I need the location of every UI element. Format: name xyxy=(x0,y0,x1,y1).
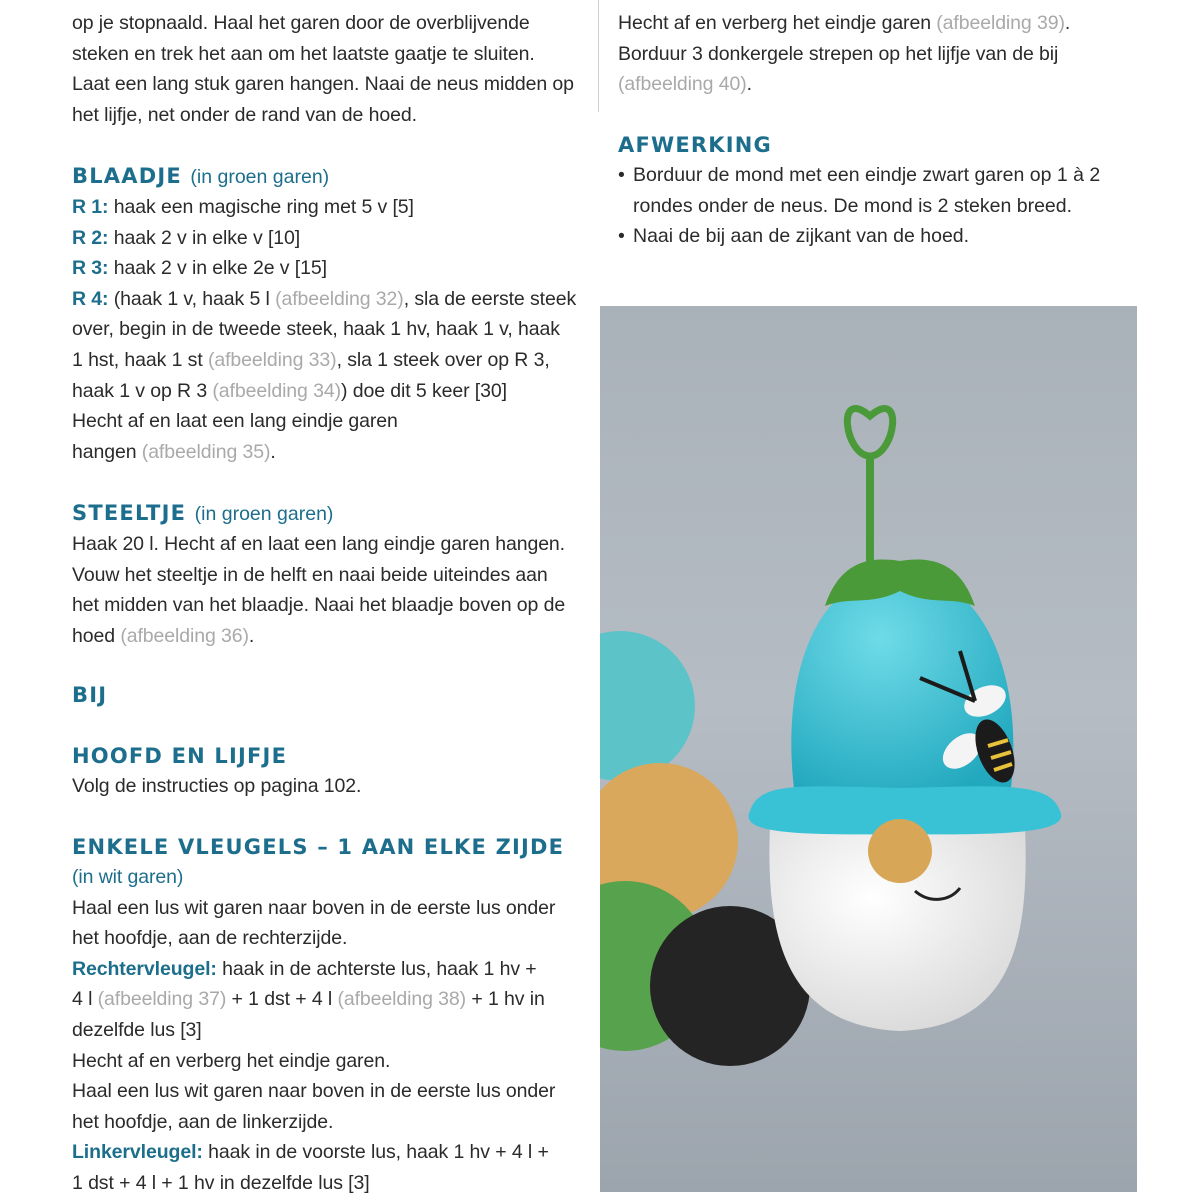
section-hoofd xyxy=(72,741,582,802)
text-line: Volg de instructies op pagina 102. xyxy=(72,775,362,797)
figure-reference: (afbeelding 35) xyxy=(141,440,271,463)
text-line: Hecht af en verberg het eindje garen (afbeelding 39). xyxy=(618,12,1071,34)
figure-reference: (afbeelding 32) xyxy=(275,287,404,310)
round-3: R 3: haak 2 v in elke 2e v [15] xyxy=(72,257,327,280)
text-line: het hoofdje, aan de rechterzijde. xyxy=(72,927,348,950)
figure-reference: (afbeelding 36) xyxy=(120,624,249,647)
text-line: Laat een lang stuk garen hangen. Naai de neus midden op xyxy=(72,73,574,96)
section-bij xyxy=(72,680,107,710)
section-subtitle: (in groen garen) xyxy=(190,166,330,188)
section-heading: HOOFD EN LIJFJE xyxy=(72,744,288,768)
round-4: R 4: (haak 1 v, haak 5 l (afbeelding 32), sla de eerste steek xyxy=(72,287,577,310)
column-divider xyxy=(598,0,599,112)
section-heading: BLAADJE (in groen garen) xyxy=(72,164,330,188)
text-line: dezelfde lus [3] xyxy=(72,1018,202,1041)
text-line: het hoofdje, aan de linkerzijde. xyxy=(72,1110,334,1133)
figure-reference: (afbeelding 38) xyxy=(337,988,467,1011)
list-item: • Naai de bij aan de zijkant van de hoed. xyxy=(618,221,1158,252)
figure-reference: (afbeelding 34) xyxy=(212,379,341,402)
text-line: over, begin in de tweede steek, haak 1 hv, haak 1 v, haak xyxy=(72,318,560,341)
text-line: haak 1 v op R 3 (afbeelding 34)) doe dit 5 keer [30] xyxy=(72,379,507,402)
text-line: Haal een lus wit garen naar boven in de eerste lus onder xyxy=(72,1080,556,1103)
round-2: R 2: haak 2 v in elke v [10] xyxy=(72,226,301,249)
text-line: Hecht af en verberg het eindje garen. xyxy=(72,1049,391,1072)
yarn-ball-teal xyxy=(600,631,695,781)
product-photo xyxy=(600,306,1137,1192)
text-line: Haak 20 l. Hecht af en laat een lang eindje garen hangen. xyxy=(72,533,565,555)
text-line: 1 hst, haak 1 st (afbeelding 33), sla 1 steek over op R 3, xyxy=(72,348,550,371)
text-line: steken en trek het aan om het laatste gaatje te sluiten. xyxy=(72,42,535,65)
gnome-hat xyxy=(791,571,1013,796)
figure-reference: (afbeelding 37) xyxy=(97,988,227,1011)
section-afwerking xyxy=(618,130,1158,252)
figure-reference: (afbeelding 40) xyxy=(618,73,747,96)
section-heading: ENKELE VLEUGELS – 1 AAN ELKE ZIJDE xyxy=(72,835,565,859)
text-line: 1 dst + 4 l + 1 hv in dezelfde lus [3] xyxy=(72,1171,370,1194)
text-line: 4 l (afbeelding 37) + 1 dst + 4 l (afbeelding 38) + 1 hv in xyxy=(72,988,545,1011)
text-line: hangen (afbeelding 35). xyxy=(72,440,276,463)
right-top-paragraph xyxy=(618,8,1158,100)
section-subtitle: (in wit garen) xyxy=(72,866,184,888)
section-heading: BIJ xyxy=(72,683,108,707)
section-subtitle: (in groen garen) xyxy=(194,503,334,525)
text-line: Haal een lus wit garen naar boven in de eerste lus onder xyxy=(72,896,556,919)
text-line: Vouw het steeltje in de helft en naai beide uiteindes aan xyxy=(72,563,548,586)
figure-reference: (afbeelding 39) xyxy=(936,12,1065,34)
hanging-loop xyxy=(847,409,892,456)
text-line: hoed (afbeelding 36). xyxy=(72,624,255,647)
left-wing: Linkervleugel: haak in de voorste lus, haak 1 hv + 4 l + xyxy=(72,1141,549,1164)
figure-reference: (afbeelding 33) xyxy=(207,348,337,371)
section-blaadje xyxy=(72,161,592,467)
section-vleugels xyxy=(72,832,592,1199)
right-wing: Rechtervleugel: haak in de achterste lus, haak 1 hv + xyxy=(72,957,537,980)
text-line: Borduur 3 donkergele strepen op het lijfje van de bij xyxy=(618,42,1059,65)
amigurumi-illustration xyxy=(600,306,1137,1192)
section-heading: STEELTJE (in groen garen) xyxy=(72,501,334,525)
text-line: het lijfje, net onder de rand van de hoed. xyxy=(72,103,417,126)
section-heading: AFWERKING xyxy=(618,133,772,157)
text-line: op je stopnaald. Haal het garen door de overblijvende xyxy=(72,12,530,34)
bullet-list xyxy=(618,160,1158,252)
round-1: R 1: haak een magische ring met 5 v [5] xyxy=(72,196,414,218)
text-line: (afbeelding 40). xyxy=(618,73,752,96)
intro-paragraph xyxy=(72,8,582,130)
section-steeltje xyxy=(72,498,582,651)
text-line: Hecht af en laat een lang eindje garen xyxy=(72,410,398,433)
text-line: het midden van het blaadje. Naai het blaadje boven op de xyxy=(72,594,566,617)
list-item: • Borduur de mond met een eindje zwart garen op 1 à 2 rondes onder de neus. De mond is 2 steken breed. xyxy=(618,160,1158,221)
gnome-nose xyxy=(868,819,932,883)
